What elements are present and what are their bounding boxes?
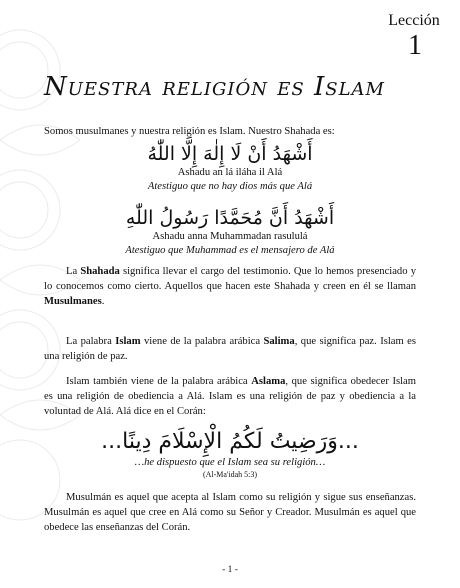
text-fragment: Islam también viene de la palabra arábica — [66, 376, 252, 387]
lesson-label: Lección — [388, 12, 440, 29]
shahada-first-translation: Atestiguo que no hay dios más que Alá — [147, 181, 313, 192]
quran-quote-arabic: ...وَرَضِيتُ لَكُمُ الْإِسْلَامَ دِينًا... — [101, 429, 359, 454]
paragraph-musulman: Musulmán es aquel que acepta al Islam como su religión y sigue sus enseñanzas. Musulmán es aquel que cree en Alá como su Señor y Creador. Musulmán es aquel que obedece las enseñanzas del Corán. — [44, 492, 416, 533]
term-shahada: Shahada — [80, 266, 120, 277]
page-title: Nuestra religión es Islam — [44, 72, 385, 102]
paragraph-islam-salima — [44, 334, 416, 364]
text-fragment: viene de la palabra arábica — [140, 336, 264, 347]
quran-quote — [44, 428, 416, 480]
lesson-number: 1 — [408, 30, 422, 61]
term-aslama: Aslama — [251, 376, 286, 387]
shahada-second-transliteration: Ashadu anna Muhammadan rasululá — [152, 231, 308, 242]
paragraph-shahada — [44, 264, 416, 309]
shahada-first — [44, 142, 416, 194]
shahada-first-transliteration: Ashadu an lá iláha il Alá — [177, 167, 283, 178]
shahada-second-translation: Atestiguo que Muhammad es el mensajero de Alá — [125, 245, 335, 256]
text-fragment: , que significa paz. Islam es una religión de paz. — [44, 336, 416, 362]
text-fragment: La palabra — [66, 336, 116, 347]
text-fragment: , que significa obedecer Islam es una religión de obediencia a Alá. Islam es una religión de paz y obediencia a la voluntad de Alá. Alá dice en el Corán: — [44, 376, 416, 417]
text-fragment: La — [66, 266, 81, 277]
shahada-first-arabic: أَشْهَدُ أَنْ لَا إِلٰهَ إِلَّا اللّٰهُ — [147, 143, 313, 165]
shahada-second — [44, 206, 416, 258]
text-fragment: significa llevar el cargo del testimonio. Que lo hemos presenciado y lo conocemos como cierto. Aquellos que hacen este Shahada y creen en él se llaman — [44, 266, 416, 292]
term-islam: Islam — [115, 336, 141, 347]
term-musulmanes: Musulmanes — [44, 296, 102, 307]
term-salima: Salima — [263, 336, 295, 347]
shahada-second-arabic: أَشْهَدُ أَنَّ مُحَمَّدًا رَسُولُ اللّٰهِ — [125, 207, 335, 229]
quran-quote-reference: (Al-Ma'idah 5:3) — [202, 470, 258, 479]
intro-text: Somos musulmanes y nuestra religión es Islam. Nuestro Shahada es: — [44, 126, 335, 137]
page-number: - 1 - — [222, 565, 238, 575]
paragraph-islam-aslama — [44, 374, 416, 419]
text-fragment: . — [101, 296, 105, 307]
quran-quote-translation: …he dispuesto que el Islam sea su religión… — [134, 457, 326, 468]
